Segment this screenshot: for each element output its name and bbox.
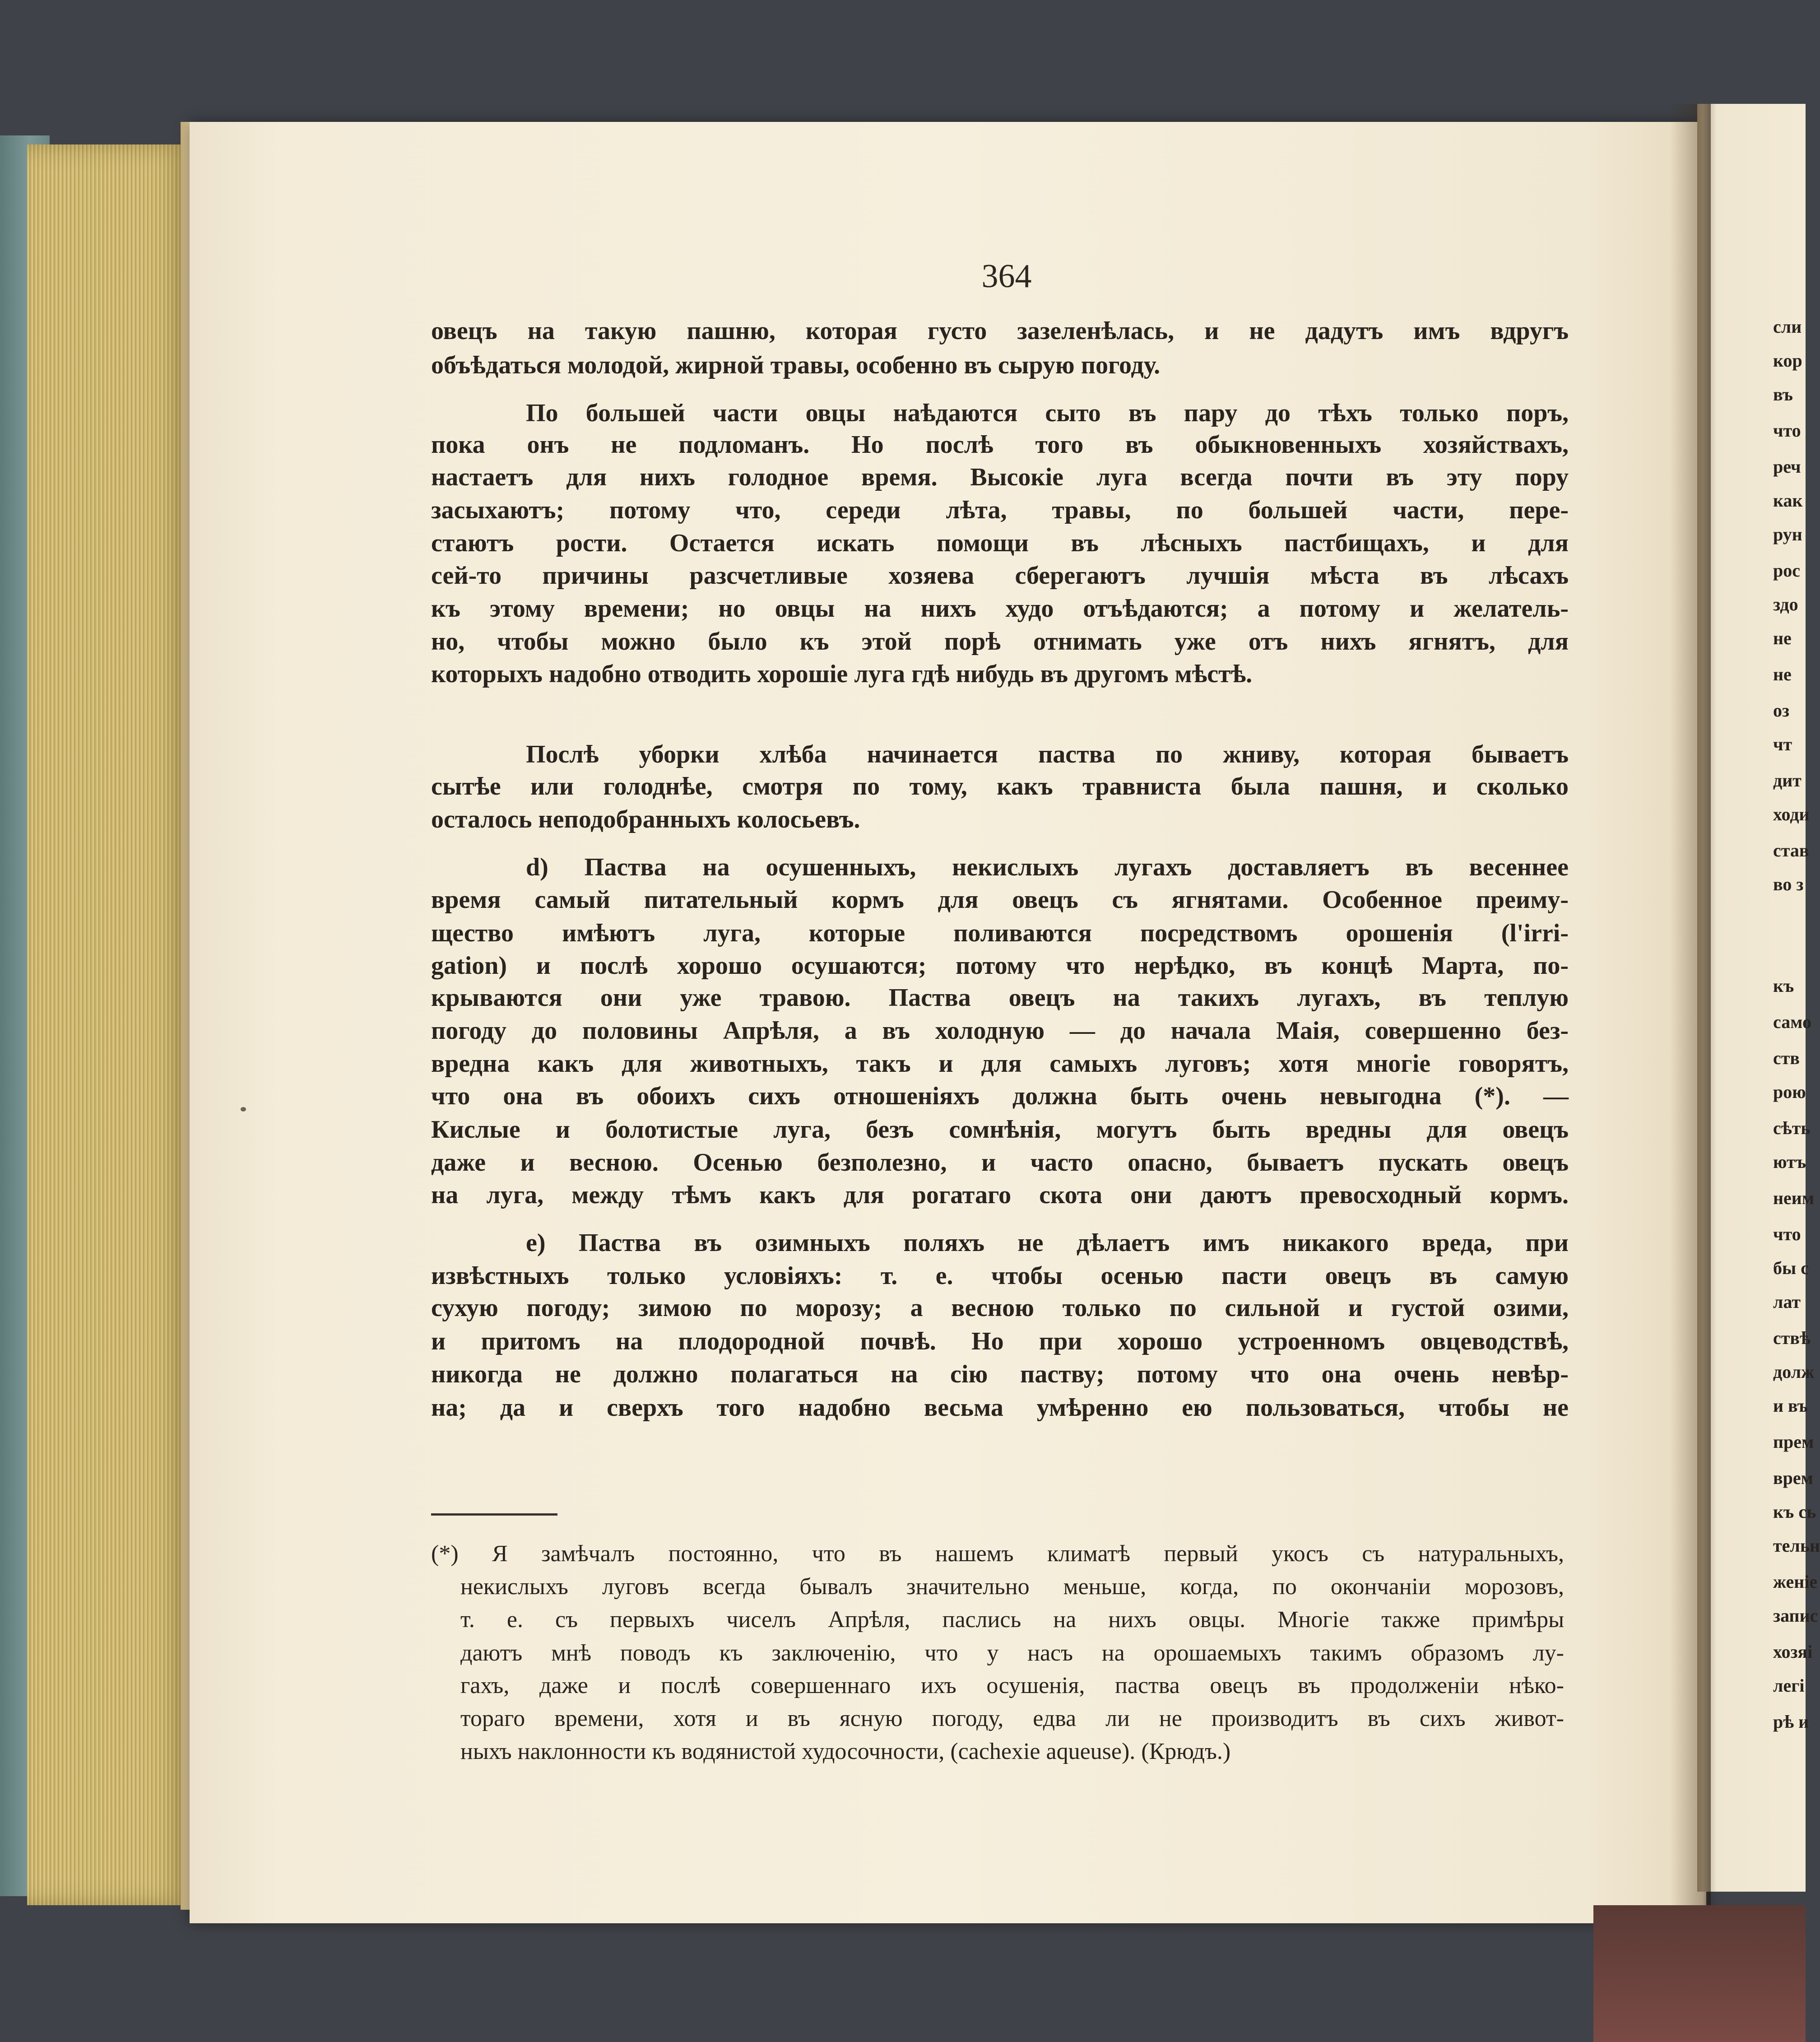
facing-page-fragment: не [1773,664,1792,684]
facing-page-fragment: рою [1773,1082,1806,1102]
body-line: къ этому времени; но овцы на нихъ худо отъѣдаются; а потому и желатель- [431,595,1569,623]
footnote-line: ныхъ наклонности къ водянистой худосочности, (cachexie aqueuse). (Крюдъ.) [460,1739,1231,1764]
facing-page-fragment: ходи [1773,804,1810,824]
facing-page-fragment: реч [1773,456,1801,477]
facing-page-fragment: кор [1773,350,1802,371]
body-line: никогда не должно полагаться на сію паству; потому что она очень невѣр- [431,1360,1569,1388]
facing-page-fragment: дит [1773,770,1801,791]
page-edges [27,144,194,1905]
facing-page-fragment: сли [1773,316,1802,337]
page-number: 364 [981,258,1032,295]
facing-page-fragment: неим [1773,1188,1815,1208]
facing-page-fragment: запис [1773,1605,1818,1626]
facing-page-fragment: рѣ и [1773,1712,1809,1732]
footnote-line: т. е. съ первыхъ чиселъ Апрѣля, паслись на нихъ овцы. Многіе также примѣры [460,1607,1564,1633]
footnote-line: гахъ, даже и послѣ совершеннаго ихъ осушенія, паства овецъ въ продолженіи нѣко- [460,1673,1564,1698]
facing-page-fragment: врем [1773,1468,1813,1488]
facing-page-fragment: ютъ [1773,1152,1806,1172]
body-line: даже и весною. Осенью безполезно, и часто опасно, бываетъ пускать овецъ [431,1149,1569,1177]
body-line: что она въ обоихъ сихъ отношеніяхъ должна быть очень невыгодна (*). — [431,1082,1569,1110]
facing-page-fragment: что [1773,1224,1801,1244]
footnote-line: (*) Я замѣчалъ постоянно, что въ нашемъ климатѣ первый укосъ съ натуральныхъ, [431,1541,1564,1567]
body-line: вредна какъ для животныхъ, такъ и для самыхъ луговъ; хотя многіе говорятъ, [431,1050,1569,1078]
body-line: e) Паства въ озимныхъ поляхъ не дѣлаетъ имъ никакого вреда, при [526,1229,1569,1257]
facing-page-fragment: прем [1773,1432,1814,1452]
body-line: По большей части овцы наѣдаются сыто въ пару до тѣхъ только поръ, [526,399,1569,427]
body-line: Послѣ уборки хлѣба начинается паства по жниву, которая бываетъ [526,740,1569,768]
body-line: d) Паства на осушенныхъ, некислыхъ лугахъ доставляетъ въ весеннее [526,853,1569,881]
facing-page-fragment: лат [1773,1292,1801,1312]
facing-page-fragment: долж [1773,1362,1815,1382]
facing-page-fragment: легі [1773,1675,1805,1696]
body-line: настаетъ для нихъ голодное время. Высокіе луга всегда почти въ эту пору [431,463,1569,491]
body-line: но, чтобы можно было къ этой порѣ отнимать уже отъ нихъ ягнятъ, для [431,628,1569,656]
ink-spot [241,1107,246,1112]
body-line: Кислые и болотистые луга, безъ сомнѣнія, могутъ быть вредны для овецъ [431,1116,1569,1144]
body-line: сей-то причины разсчетливые хозяева сберегаютъ лучшія мѣста въ лѣсахъ [431,562,1569,590]
body-line: осталось неподобранныхъ колосьевъ. [431,805,860,833]
facing-page-fragment: и въ [1773,1395,1808,1416]
facing-page-fragment: ств [1773,1048,1800,1068]
body-line: сытѣе или голоднѣе, смотря по тому, какъ травниста была пашня, и сколько [431,772,1569,800]
body-line: объѣдаться молодой, жирной травы, особенно въ сырую погоду. [431,351,1161,379]
body-line: погоду до половины Апрѣля, а въ холодную — до начала Маія, совершенно без- [431,1017,1569,1045]
body-line: на луга, между тѣмъ какъ для рогатаго скота они даютъ превосходный кормъ. [431,1181,1569,1209]
body-line: и притомъ на плодородной почвѣ. Но при хорошо устроенномъ овцеводствѣ, [431,1327,1569,1355]
facing-page-fragment: рос [1773,560,1800,581]
body-line: gation) и послѣ хорошо осушаются; потому что нерѣдко, въ концѣ Марта, по- [431,952,1569,980]
right-cover [1593,1905,1806,2042]
body-line: стаютъ рости. Остается искать помощи въ лѣсныхъ пастбищахъ, и для [431,529,1569,557]
facing-page-fragment: как [1773,490,1803,511]
body-line: сухую погоду; зимою по морозу; а весною только по сильной и густой озими, [431,1294,1569,1322]
facing-page-fragment: женіе [1773,1572,1818,1592]
facing-page-fragment: рун [1773,524,1802,544]
facing-page-fragment: что [1773,420,1801,441]
facing-page-fragment: само [1773,1012,1811,1032]
footnote-line: некислыхъ луговъ всегда бывалъ значительно меньше, когда, по окончаніи морозовъ, [460,1574,1564,1600]
facing-page-fragment: къ сь [1773,1502,1816,1522]
body-line: крываются они уже травою. Паства овецъ на такихъ лугахъ, въ теплую [431,984,1569,1012]
gutter-shadow [1670,104,1711,1905]
facing-page-fragment: тельн [1773,1535,1820,1556]
footnote-line: даютъ мнѣ поводъ къ заключенію, что у насъ на орошаемыхъ такимъ образомъ лу- [460,1640,1564,1666]
body-line: извѣстныхъ только условіяхъ: т. е. чтобы осенью пасти овецъ въ самую [431,1262,1569,1290]
facing-page-fragment: став [1773,840,1809,861]
body-line: овецъ на такую пашню, которая густо зазеленѣлась, и не дадутъ имъ вдругъ [431,317,1569,345]
facing-page-fragment: къ [1773,976,1794,996]
body-line: засыхаютъ; потому что, середи лѣта, травы, по большей части, пере- [431,496,1569,524]
body-line: которыхъ надобно отводить хорошіе луга гдѣ нибудь въ другомъ мѣстѣ. [431,660,1253,688]
facing-page-fragment: здо [1773,594,1798,614]
facing-page-fragment: не [1773,628,1792,648]
facing-page-fragment: хозяі [1773,1642,1813,1662]
footnote-line: тораго времени, хотя и въ ясную погоду, едва ли не производитъ въ сихъ живот- [460,1706,1564,1731]
facing-page-fragment: въ [1773,384,1793,405]
facing-page-fragment: во з [1773,874,1804,894]
body-line: на; да и сверхъ того надобно весьма умѣренно ею пользоваться, чтобы не [431,1394,1569,1422]
facing-page-fragment: ствѣ [1773,1328,1811,1348]
body-line: щество имѣютъ луга, которые поливаются посредствомъ орошенія (l'irri- [431,919,1569,947]
footnote-rule [431,1513,557,1516]
facing-page-fragment: сѣть [1773,1118,1811,1138]
facing-page-fragment: бы с [1773,1258,1809,1278]
facing-page-fragment: чт [1773,734,1792,754]
facing-page-fragment: оз [1773,700,1790,721]
body-line: время самый питательный кормъ для овецъ съ ягнятами. Особенное преиму- [431,886,1569,914]
body-line: пока онъ не подломанъ. Но послѣ того въ обыкновенныхъ хозяйствахъ, [431,431,1569,459]
